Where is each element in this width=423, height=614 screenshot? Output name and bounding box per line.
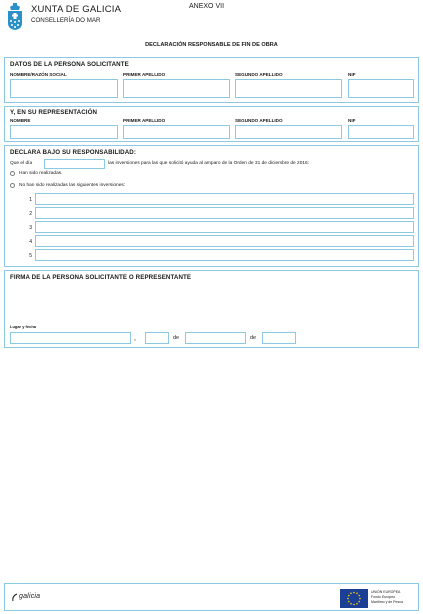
rep-name-label: NOMBRE (10, 118, 31, 123)
comma-separator: , (134, 335, 136, 342)
first-surname-label: PRIMER APELLIDO (123, 72, 166, 77)
galicia-logo (11, 593, 51, 605)
rep-first-surname-input[interactable] (123, 125, 230, 139)
investment-row-5-input[interactable] (35, 249, 414, 261)
declaration-date-input[interactable] (44, 159, 105, 169)
rep-second-surname-input[interactable] (235, 125, 342, 139)
second-surname-label: SEGUNDO APELLIDO (235, 72, 283, 77)
place-input[interactable] (10, 332, 131, 344)
month-input[interactable] (185, 332, 246, 344)
applicant-first-surname-input[interactable] (123, 79, 230, 98)
option-done-radio[interactable] (10, 171, 15, 176)
footer (4, 583, 419, 611)
option-done-label: Han sido realizadas. (19, 171, 63, 176)
applicant-nif-input[interactable] (348, 79, 414, 98)
investment-row-3-input[interactable] (35, 221, 414, 233)
eu-line-3: Marítimo y de Pesca (371, 600, 403, 604)
investment-row-2-input[interactable] (35, 207, 414, 219)
investment-row-1-input[interactable] (35, 193, 414, 205)
name-label: NOMBRE/RAZÓN SOCIAL (10, 72, 67, 77)
row-number: 1 (29, 197, 32, 203)
dept-name: CONSELLERÍA DO MAR (31, 17, 101, 24)
de-separator-1: de (173, 335, 180, 341)
option-not-done-radio[interactable] (10, 183, 15, 188)
row-number: 3 (29, 225, 32, 231)
eu-line-2: Fondo Europeo (371, 595, 396, 599)
applicant-section-title: DATOS DE LA PERSONA SOLICITANTE (10, 61, 129, 68)
row-number: 4 (29, 239, 32, 245)
place-date-label: Lugar y fecha (10, 324, 37, 329)
applicant-section (4, 57, 419, 103)
rep-name-input[interactable] (10, 125, 118, 139)
row-number: 2 (29, 211, 32, 217)
option-not-done-label: No han sido realizadas las siguientes inversiones: (19, 183, 126, 188)
rep-first-surname-label: PRIMER APELLIDO (123, 118, 166, 123)
declaration-section-title: DECLARA BAJO SU RESPONSABILIDAD: (10, 149, 137, 156)
row-number: 5 (29, 253, 32, 259)
year-input[interactable] (262, 332, 296, 344)
applicant-second-surname-input[interactable] (235, 79, 342, 98)
rep-nif-label: NIF (348, 118, 356, 123)
declaration-prefix: Que el día (10, 161, 33, 166)
de-separator-2: de (250, 335, 257, 341)
eu-line-1: UNIÓN EUROPEA (371, 590, 401, 594)
investment-row-4-input[interactable] (35, 235, 414, 247)
declaration-section (4, 145, 419, 267)
day-input[interactable] (145, 332, 169, 344)
document-title: DECLARACIÓN RESPONSABLE DE FIN DE OBRA (145, 42, 278, 48)
rep-nif-input[interactable] (348, 125, 414, 139)
signature-section (4, 270, 419, 348)
xunta-coat-of-arms-icon (7, 3, 23, 31)
nif-label: NIF (348, 72, 356, 77)
declaration-suffix: las inversiones para las que solicitó ayuda al amparo de la Orden de 31 de diciembre de 2016: (108, 161, 310, 166)
representative-section (4, 106, 419, 142)
galicia-wordmark: galicia (19, 593, 41, 600)
representative-section-title: Y, EN SU REPRESENTACIÓN (10, 109, 98, 116)
applicant-name-input[interactable] (10, 79, 118, 98)
eu-flag-icon (340, 589, 368, 608)
rep-second-surname-label: SEGUNDO APELLIDO (235, 118, 283, 123)
annex-label: ANEXO VII (189, 3, 225, 10)
signature-section-title: FIRMA DE LA PERSONA SOLICITANTE O REPRESENTANTE (10, 274, 192, 281)
org-name: XUNTA DE GALICIA (31, 4, 122, 15)
